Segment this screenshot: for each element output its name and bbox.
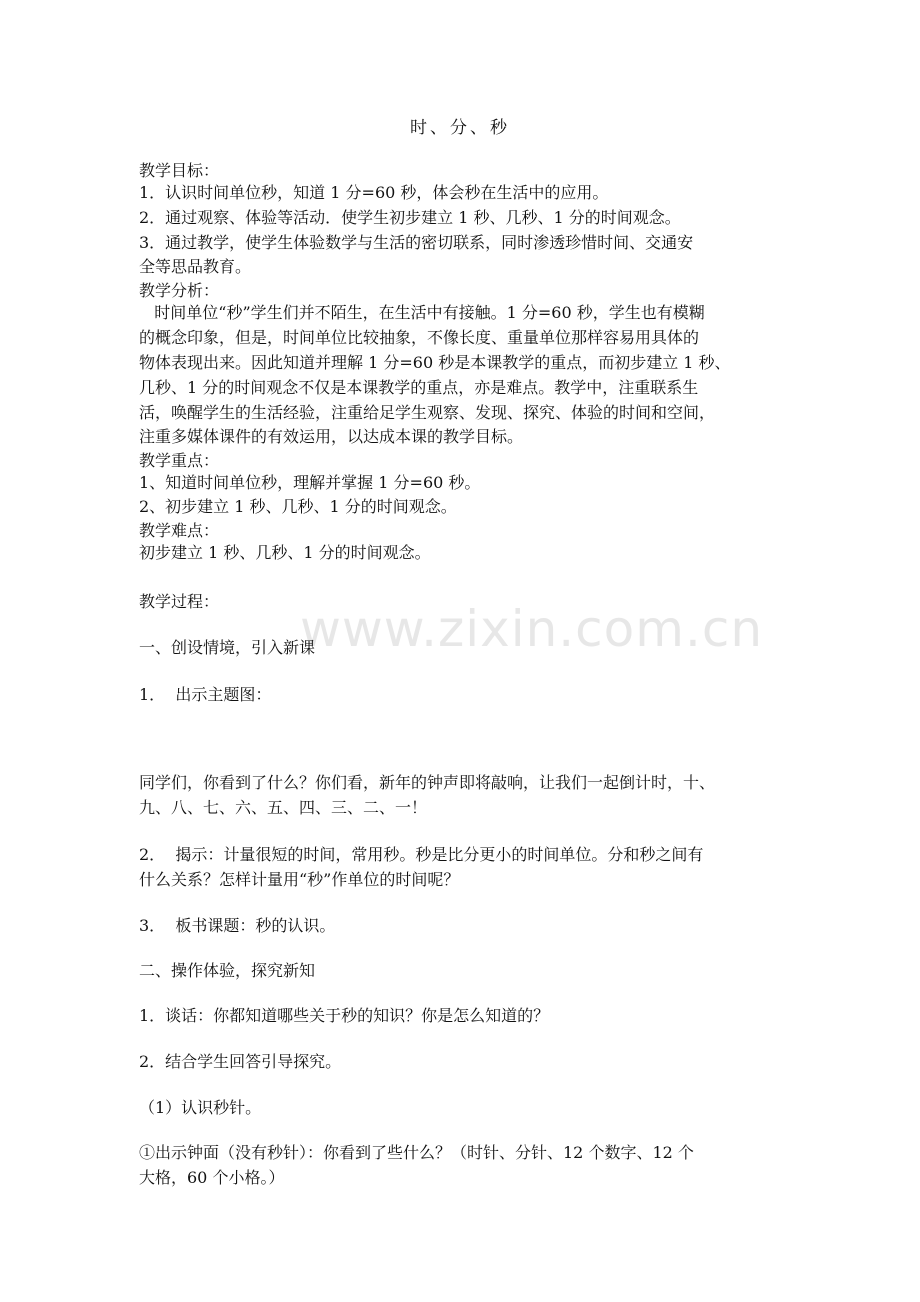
key-point-1: 1、知道时间单位秒，理解并掌握 1 分=60 秒。: [139, 473, 481, 492]
analysis-line: 物体表现出来。因此知道并理解 1 分=60 秒是本课教学的重点，而初步建立 1 秒、: [139, 353, 731, 372]
page-title: 时、分、秒: [410, 118, 510, 138]
dialogue-line: 同学们，你看到了什么？你们看，新年的钟声即将敲响，让我们一起倒计时，十、: [139, 773, 716, 792]
heading-process: 教学过程：: [139, 592, 220, 611]
step-2: 2． 揭示：计量很短的时间，常用秒。秒是比分更小的时间单位。分和秒之间有: [139, 845, 704, 864]
objective-2: 2．通过观察、体验等活动．使学生初步建立 1 秒、几秒、1 分的时间观念。: [139, 208, 681, 227]
heading-analysis: 教学分析：: [139, 281, 220, 300]
analysis-line: 的概念印象，但是，时间单位比较抽象，不像长度、重量单位那样容易用具体的: [139, 328, 700, 347]
key-point-2: 2、初步建立 1 秒、几秒、1 分的时间观念。: [139, 497, 457, 516]
clock-face-line-cont: 大格，60 个小格。）: [139, 1168, 285, 1187]
heading-objectives: 教学目标：: [139, 161, 220, 180]
step-1: 1． 出示主题图：: [139, 685, 272, 704]
step-talk: 1．谈话：你都知道哪些关于秒的知识？你是怎么知道的？: [139, 1006, 550, 1025]
heading-difficulty: 教学难点：: [139, 521, 220, 540]
watermark: www.zixin.com.cn: [300, 600, 764, 658]
objective-3: 3．通过教学，使学生体验数学与生活的密切联系，同时渗透珍惜时间、交通安: [139, 233, 694, 252]
section-1-heading: 一、创设情境，引入新课: [139, 638, 316, 657]
sub-step-1: （1）认识秒针。: [139, 1098, 262, 1117]
objective-3-cont: 全等思品教育。: [139, 257, 252, 276]
dialogue-line: 九、八、七、六、五、四、三、二、一！: [139, 798, 428, 817]
section-2-heading: 二、操作体验，探究新知: [139, 961, 316, 980]
step-3: 3． 板书课题：秒的认识。: [139, 916, 336, 935]
step-guide: 2．结合学生回答引导探究。: [139, 1052, 342, 1071]
analysis-line: 时间单位“秒”学生们并不陌生，在生活中有接触。1 分=60 秒，学生也有模糊: [139, 303, 705, 322]
clock-face-line: ①出示钟面（没有秒针）：你看到了些什么？（时针、分针、12 个数字、12 个: [139, 1143, 694, 1162]
step-2-cont: 什么关系？怎样计量用“秒”作单位的时间呢？: [139, 870, 460, 889]
analysis-line: 活，唤醒学生的生活经验，注重给足学生观察、发现、探究、体验的时间和空间，: [139, 403, 716, 422]
analysis-line: 几秒、1 分的时间观念不仅是本课教学的重点，亦是难点。教学中，注重联系生: [139, 378, 699, 397]
objective-1: 1．认识时间单位秒，知道 1 分=60 秒，体会秒在生活中的应用。: [139, 183, 609, 202]
analysis-line: 注重多媒体课件的有效运用，以达成本课的教学目标。: [139, 427, 524, 446]
difficulty-text: 初步建立 1 秒、几秒、1 分的时间观念。: [139, 543, 431, 562]
heading-key-points: 教学重点：: [139, 451, 220, 470]
